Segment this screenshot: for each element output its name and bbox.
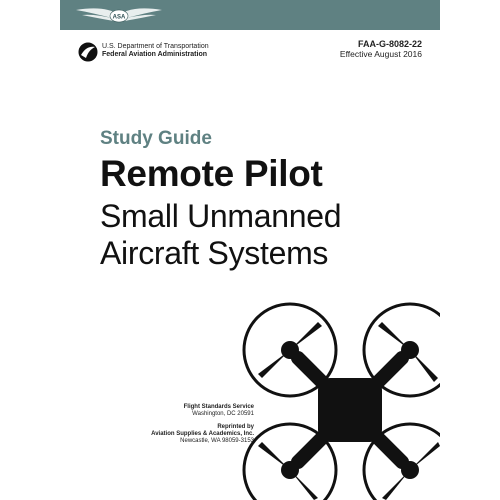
asa-logo-text: ASA (112, 14, 126, 21)
department-name: U.S. Department of Transportation (102, 43, 209, 50)
cover-title: Remote Pilot (100, 153, 323, 194)
quadcopter-drone-icon (240, 300, 440, 500)
cover-subtitle: Study Guide (100, 128, 212, 149)
reprinted-label: Reprinted by (217, 424, 254, 430)
service-location: Washington, DC 20591 (192, 411, 254, 417)
asa-wings-logo (72, 4, 166, 26)
administration-name: Federal Aviation Administration (102, 51, 208, 58)
cover-title-line-2: Small Unmanned (100, 198, 342, 234)
publisher-location: Newcastle, WA 98059-3153 (180, 438, 254, 444)
document-number: FAA-G-8082-22 (357, 39, 422, 49)
service-name: Flight Standards Service (183, 404, 254, 410)
book-cover (60, 0, 440, 500)
cover-title-sub (100, 198, 341, 272)
dot-emblem-icon (78, 42, 98, 62)
effective-date: Effective August 2016 (339, 49, 422, 59)
document-id-block (340, 39, 422, 59)
agency-block (102, 43, 209, 59)
publisher-name: Aviation Supplies & Academics, Inc. (151, 431, 254, 437)
cover-title-line-3: Aircraft Systems (100, 235, 329, 271)
credits-block (104, 404, 254, 445)
header-band (60, 0, 440, 30)
